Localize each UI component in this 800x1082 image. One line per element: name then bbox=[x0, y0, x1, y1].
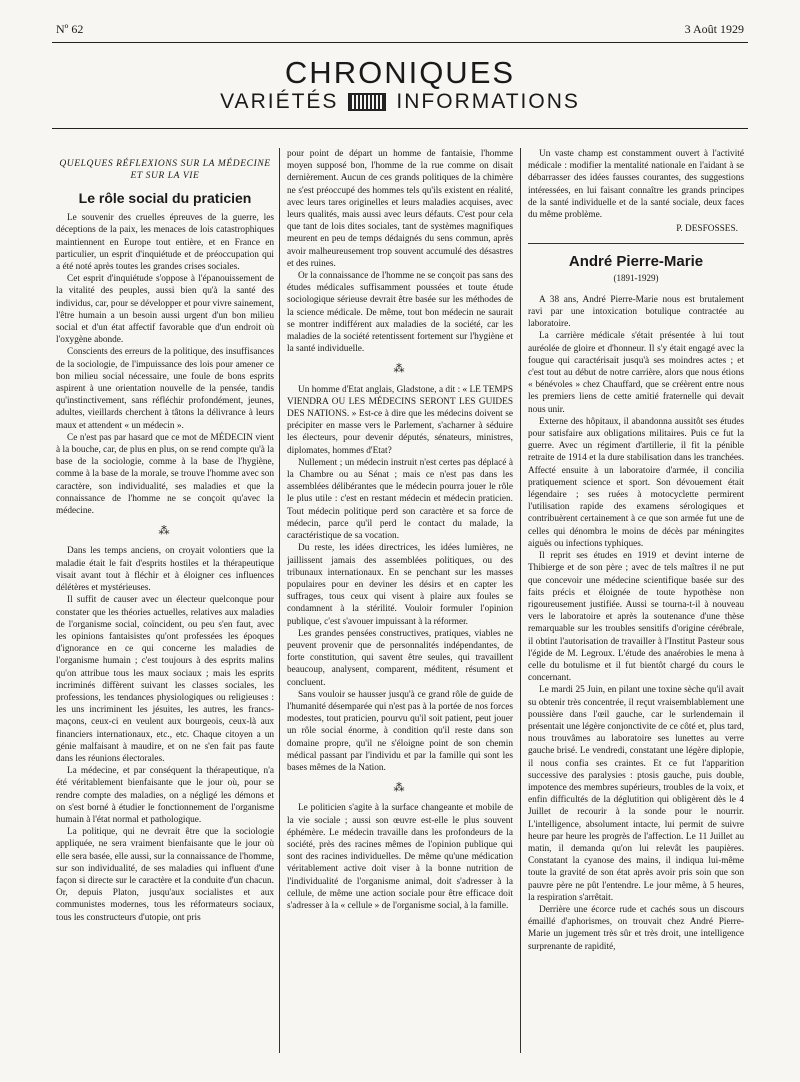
paragraph: La politique, qui ne devrait être que la sociologie appliquée, ne sera vraiment bienfaisante que le jour où elle sera basée, elle aussi, sur la connaissance de l'homme, sur son individualité, de ses maladies qui influent d'une façon si directe sur le caractère et la conduite d'un chacun. Or, depuis Platon, jusqu'aux socialistes et aux communistes modernes, tous les réformateurs sociaux, tous les constructeurs d'utopie, ont pris bbox=[56, 827, 274, 923]
header-rule bbox=[52, 42, 748, 43]
paragraph: Nullement ; un médecin instruit n'est certes pas déplacé à la Chambre ou au Sénat ; mais ce n'est pas dans les assemblées délibérantes que le médecin pourra jouer le rôle le plus utile : c'est en restant médecin et médecin praticien. Tout médecin politique perd son caractère et sa force de médecin, parce qu'il perd le contact du malade, la caractéristique de sa vocation. bbox=[287, 457, 513, 542]
masthead-left: VARIÉTÉS bbox=[220, 90, 339, 113]
paragraph: Derrière une écorce rude et cachés sous un discours émaillé d'aphorismes, on trouvait chez André Pierre-Marie un jugement très sûr et très droit, une intelligence surprenante de rapidité, bbox=[528, 904, 744, 952]
paragraph: Or la connaissance de l'homme ne se conçoit pas sans des études médicales suffisamment poussées et toute étude sociologique sérieuse devrait être basée sur les méthodes de la science médicale. De même, tout bon médecin ne saurait se montrer indifférent aux maladies de la société, car les maladies de la société retentissent fortement sur l'hygiène et la santé individuelle. bbox=[287, 271, 513, 355]
paragraph: Il suffit de causer avec un électeur quelconque pour constater que les théories actuelles, relatives aux maladies de l'organisme social, coïncident, ou peu s'en faut, avec les opinions fantaisistes qu'ont professées les époques d'ignorance en ce qui concerne les maladies de l'organisme humain ; c'est toujours à des esprits malins qu'on attribue tous les maux sociaux ; mais les esprits incriminés diffèrent suivant les classes sociales, les professions, les tendances physiologiques ou religieuses : les uns incriminent les jésuites, les autres, les francs-maçons, ceux-ci en veulent aux bourgeois, ceux-là aux financiers internationaux, etc., etc. Chaque citoyen a un génie malfaisant à maudire, et on ne s'en fait pas faute dans les réunions électorales. bbox=[56, 595, 274, 764]
paragraph: pour point de départ un homme de fantaisie, l'homme moyen supposé bon, l'homme de la rue comme on disait dernièrement. Aucun de ces grands politiques de la chimère ne s'est préoccupé des hommes tels qu'ils existent en réalité, avec leurs tares originelles et leurs maladies acquises, avec leurs qualités, mais aussi avec leurs défauts. C'est pour cela que tant de lois dites sociales, tant de systèmes magnifiques meurent en peu de temps dédaignés du sens commun, après avoir malheureusement trop souvent accumulé des désastres et des ruines. bbox=[287, 149, 513, 269]
column-3 bbox=[528, 148, 744, 1053]
obituary-dates: (1891-1929) bbox=[613, 272, 659, 283]
article-title: Le rôle social du praticien bbox=[78, 190, 252, 206]
article-separator bbox=[528, 243, 744, 244]
paragraph: Sans vouloir se hausser jusqu'à ce grand rôle de guide de l'humanité désemparée qui n'est pas à la portée de nos forces modestes, tout praticien, pourvu qu'il soit patient, peut jouer un rôle social énorme, à condition qu'il reste dans son domaine propre, qu'il ne s'éloigne point de son chemin médical passant par l'individu et par la famille qui sont les bases mêmes de la Nation. bbox=[287, 689, 513, 773]
article-kicker: QUELQUES RÉFLEXIONS SUR LA MÉDECINE ET SUR LA VIE bbox=[59, 159, 271, 181]
masthead-subtitle bbox=[0, 90, 800, 114]
section-stars: ⁂ bbox=[393, 363, 407, 376]
issue-date: 3 Août 1929 bbox=[684, 22, 744, 36]
paragraph: Un homme d'Etat anglais, Gladstone, a dit : « LE TEMPS VIENDRA OU LES MÉDECINS SERONT LES GUIDES DES NATIONS. » Est-ce à dire que les médecins doivent se précipiter en masse vers le Parlement, s'acharner à séduire les électeurs, pour devenir députés, sénateurs, ministres, diplomates, hommes d'Etat? bbox=[287, 384, 513, 456]
paragraph: Le souvenir des cruelles épreuves de la guerre, les déceptions de la paix, les menaces de lois catastrophiques maintiennent en Europe tout entière, et en France en particulier, un esprit d'inquiétude et de préoccupation qui a été noté après toutes les grandes crises sociales. bbox=[56, 213, 274, 273]
masthead-rule bbox=[52, 128, 748, 129]
paragraph: Conscients des erreurs de la politique, des insuffisances de la sociologie, de l'impuissance des lois pour amener ce bon milieu social nécessaire, une foule de bons esprits aspirent à une orientation nouvelle de la pensée, tandis qu'instinctivement, sans réfléchir profondément, jeunes, adultes, vieillards cherchent à tâtons la délivrance à leurs maux et attendent « un médecin ». bbox=[56, 347, 274, 431]
paragraph: La médecine, et par conséquent la thérapeutique, n'a été véritablement bienfaisante que le jour où, pour se rendre compte des maladies, on a négligé les démons et on s'est borné à étudier le fonctionnement de l'organisme humain à l'état normal et pathologique. bbox=[56, 766, 274, 825]
paragraph: Le politicien s'agite à la surface changeante et mobile de la vie sociale ; aussi son œuvre est-elle le plus souvent éphémère. Le médecin travaille dans les profondeurs de la société, près des racines mêmes de l'opinion publique qui sont des racines individuelles. De même qu'une médication véritablement active doit viser à la bonne nutrition de l'individualité de l'organisme animal, doit s'adresser à la cellule, de même une action sociale pour être efficace doit s'adresser à la « cellule » de l'organisme social, à la famille. bbox=[287, 803, 513, 911]
paragraph: Un vaste champ est constamment ouvert à l'activité médicale : modifier la mentalité nationale en l'aidant à se débarrasser des idées fausses courantes, des suggestions intéressées, en lui faisant connaître les grands principes de la santé individuelle et de la santé sociale, deux faces du même problème. bbox=[528, 149, 744, 221]
paragraph: Du reste, les idées directrices, les idées lumières, ne jaillissent jamais des assemblées politiques, ou des tribunaux internationaux. En se penchant sur les masses populaires pour en deviner les désirs et en capter les suffrages, tous ceux qui visent à plaire aux foules se condamnent à la stérilité. Vouloir formuler l'opinion publique, c'est s'avouer impuissant à la réformer. bbox=[287, 543, 513, 627]
masthead bbox=[0, 56, 800, 114]
paragraph: A 38 ans, André Pierre-Marie nous est brutalement ravi par une intoxication botulique contractée au laboratoire. bbox=[528, 294, 744, 330]
column-divider bbox=[279, 148, 280, 1053]
obituary-title: André Pierre-Marie bbox=[568, 253, 704, 271]
column-1 bbox=[56, 148, 274, 1053]
paragraph: Ce n'est pas par hasard que ce mot de MÉDECIN vient à la bouche, car, de plus en plus, on se rend compte qu'à la base de la sociologie, comme à la base de l'hygiène, comme à la base de la morale, se trouve l'homme avec son caractère, son individualité, ses maladies et que la connaissance de l'homme ne se conçoit qu'avec la médecine. bbox=[56, 432, 274, 517]
paragraph: Il reprit ses études en 1919 et devint interne de Thibierge et de son père ; avec de tels maîtres il ne put que concevoir une médecine scientifique basée sur des faits précis et éloignée de toute hypothèse non rigoureusement justifiée. Aussi se tourna-t-il à nouveau vers le laboratoire et après la soutenance d'une thèse remarquable sur les troubles sensitifs d'origine cérébrale, il obtint l'autorisation de travailler à l'Institut Pasteur sous l'égide de M. Legroux. L'étude des anaérobies le mena à celle du botulisme et il fut bientôt chargé du cours le concernant. bbox=[528, 551, 744, 684]
paragraph: Dans les temps anciens, on croyait volontiers que la maladie était le fait d'esprits hostiles et la thérapeutique visait avant tout à fléchir et à éloigner ces influences délétères et mystérieuses. bbox=[56, 546, 274, 594]
paragraph: Les grandes pensées constructives, pratiques, viables ne peuvent provenir que de personnalités indépendantes, de forte constitution, qui savent être seules, qui travaillent beaucoup, analysent, comparent, méditent, résument et concluent. bbox=[287, 628, 513, 688]
section-stars: ⁂ bbox=[393, 782, 407, 795]
page-header bbox=[56, 22, 744, 37]
paragraph: La carrière médicale s'était présentée à lui tout auréolée de gloire et d'honneur. Il s'y était engagé avec la fougue qui caractérisait jusqu'à ses moindres actes ; et c'est tout au début de notre carrière, alors que nous étions « bénévoles » chez Chauffard, que se créèrent entre nous les premiers liens de cette amitié fraternelle qui devait nous unir. bbox=[528, 331, 744, 415]
masthead-emblem-icon bbox=[348, 93, 386, 111]
issue-number: Nº 62 bbox=[56, 22, 84, 36]
paragraph: Externe des hôpitaux, il abandonna aussitôt ses études pour satisfaire aux obligations militaires. Puis ce fut la guerre. Avec un régiment d'artillerie, il fit la pénible retraite de 1914 et la dure stabilisation dans les tranchées. Affecté ensuite à un laboratoire d'armée, il concilia pratiquement science et sport. Son dévouement était légendaire ; ses ruées à motocyclette permirent l'utilisation rapide des examens sérologiques et contribuèrent certainement à ce que son armée fut une de celles qui dénombra le moins de décès par méningites aiguës ou infections typhiques. bbox=[528, 416, 744, 549]
masthead-title: CHRONIQUES bbox=[284, 55, 516, 90]
article-signature: P. DESFOSSES. bbox=[676, 224, 738, 235]
section-stars: ⁂ bbox=[158, 525, 172, 538]
column-divider bbox=[520, 148, 521, 1053]
paragraph: Le mardi 25 Juin, en pilant une toxine sèche qu'il avait su obtenir très concentrée, il reçut vraisemblablement une poussière dans l'œil gauche, car le surlendemain il présentait une légère conjonctivite de ce côté et, plus tard, nous trouvâmes au laboratoire ses lunettes au verre gauche brisé. Le vendredi, constatant une légère diplopie, il nous confia ses craintes. Et ce fut l'apparition successive des paralysies : ptosis gauche, puis double, impotence des membres supérieurs, troubles de la voix, et enfin difficultés de la déglutition qui obligèrent dès le 4 Juillet de recourir à la sonde pour le nourrir. L'intelligence, absolument intacte, lui permit de suivre heure par heure les progrès de l'affection. Le 11 Juillet au matin, il demanda qu'on lui relevât les paupières. Constatant la cyanose des mains, il indiqua lui-même toute la gravité de son état après avoir pris soin que son pauvre père ne pût l'entendre. Le jour même, à 5 heures, la respiration s'arrêtait. bbox=[528, 685, 744, 903]
masthead-right: INFORMATIONS bbox=[396, 90, 580, 113]
column-2 bbox=[287, 148, 513, 1053]
paragraph: Cet esprit d'inquiétude s'oppose à l'épanouissement de la vitalité des peuples, aussi bien qu'à la santé des individus, car, pour se développer et pour vivre sainement, l'être humain a un besoin aussi urgent d'un bon milieu social et d'un état affectif favorable que d'un endroit où l'oxygène abonde. bbox=[56, 274, 274, 346]
